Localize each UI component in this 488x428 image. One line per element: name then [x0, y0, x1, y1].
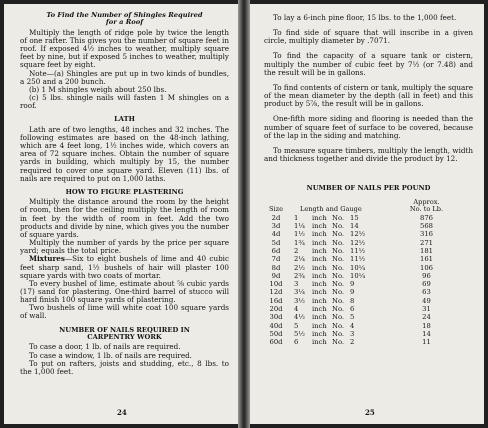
cell-count: 96 [422, 271, 431, 280]
cell-count: 14 [422, 329, 431, 338]
plastering-title: HOW TO FIGURE PLASTERING [65, 187, 184, 196]
cell-no: No. [332, 255, 345, 264]
cell-len: 5½ [294, 329, 305, 338]
plastering-sand: To every bushel of lime, estimate about ⅝ cubic yards (17) sand for plastering. One-third barrel of stucco will hard finish 100 square yards of plastering. [20, 278, 229, 305]
cell-len: 3¼ [294, 288, 305, 297]
shingles-subtitle: for a Roof [105, 18, 144, 27]
cell-unit: inch [312, 313, 327, 322]
cell-no: No. [332, 230, 345, 239]
cell-len: 1¾ [294, 238, 305, 247]
cell-count: 161 [420, 255, 433, 264]
cell-count: 49 [422, 296, 431, 305]
cell-size: 60d [269, 338, 283, 347]
cell-count: 181 [420, 246, 433, 255]
square-in-circle: To find side of square that will inscribe in a given circle, multiply diameter by .7071. [264, 28, 473, 46]
plastering-lime: Two bushels of lime will white coat 100 square yards of wall. [20, 303, 229, 321]
cell-len: 2¾ [294, 271, 305, 280]
cell-count: 24 [422, 313, 431, 322]
cell-gauge: 8 [350, 296, 355, 305]
cell-len: 4½ [294, 313, 305, 322]
tank-capacity: To find the capacity of a square tank or cistern, multiply the number of cubic feet by 7½ (or 7.48) and the result will be in gallons. [264, 51, 473, 77]
square-timbers: To measure square timbers, multiply the length, width and thickness together and divide the product by 12. [264, 145, 473, 164]
mixtures-label: Mixtures [29, 254, 65, 264]
carpentry-nails-subtitle: CARPENTRY WORK [87, 333, 162, 342]
cell-gauge: 9 [350, 288, 355, 297]
shingles-note-c: (c) 5 lbs. shingle nails will fasten 1 M shingles on a roof. [20, 93, 229, 111]
cell-size: 3d [271, 222, 281, 231]
cell-no: No. [332, 246, 345, 255]
table-row [264, 322, 473, 330]
cell-gauge: 9 [350, 280, 355, 289]
cell-len: 3 [294, 280, 299, 289]
plastering-paragraph: Multiply the distance around the room by the height of room, then for the ceiling multiply the length of room in feet by the width of room in feet. Add the two products and divide by nine, which gives you the number of square yards. [20, 197, 229, 239]
cell-no: No. [332, 263, 345, 272]
cell-count: 106 [420, 263, 433, 272]
cell-unit: inch [312, 238, 327, 247]
cell-no: No. [332, 222, 345, 231]
cell-size: 8d [271, 263, 281, 272]
plastering-price: Multiply the number of yards by the price per square yard; equals the total price. [20, 238, 229, 256]
cell-unit: inch [312, 255, 327, 264]
cell-gauge: 6 [350, 305, 355, 314]
cell-len: 2¼ [294, 255, 305, 264]
shingles-note: Note—(a) Shingles are put up in two kinds of bundles, a 250 and a 200 bunch. [20, 68, 229, 86]
nails-table-title: NUMBER OF NAILS PER POUND [306, 184, 431, 193]
cell-gauge: 14 [350, 222, 359, 231]
cell-unit: inch [312, 321, 327, 330]
table-row [264, 330, 473, 338]
right-page [250, 4, 484, 424]
cell-unit: inch [312, 280, 327, 289]
cell-no: No. [332, 321, 345, 330]
cell-no: No. [332, 296, 345, 305]
cell-no: No. [332, 213, 345, 222]
cell-len: 1½ [294, 230, 305, 239]
plastering-mixtures [20, 255, 229, 279]
carpentry-window: To case a window, 1 lb. of nails are required. [29, 350, 192, 360]
table-row [264, 247, 473, 255]
cell-count: 876 [420, 213, 433, 222]
carpentry-nails-title: NUMBER OF NAILS REQUIRED IN [59, 325, 190, 334]
col-approx-line1: Approx. [413, 197, 440, 206]
col-length-gauge: Length and Gauge [300, 205, 362, 214]
cell-count: 568 [420, 222, 433, 231]
cell-size: 10d [269, 280, 283, 289]
table-row [264, 288, 473, 296]
table-row [264, 222, 473, 230]
cell-no: No. [332, 280, 345, 289]
cell-unit: inch [312, 222, 327, 231]
table-row [264, 297, 473, 305]
col-approx [380, 199, 473, 214]
lath-title: LATH [114, 115, 135, 124]
cell-len: 6 [294, 338, 299, 347]
shingles-title: To Find the Number of Shingles Required [46, 11, 203, 19]
cell-count: 31 [422, 305, 431, 314]
cell-unit: inch [312, 296, 327, 305]
nails-table-body [264, 214, 473, 347]
left-page [4, 4, 238, 424]
cell-no: No. [332, 329, 345, 338]
cell-no: No. [332, 288, 345, 297]
book-gutter [238, 0, 250, 428]
cell-len: 4 [294, 305, 299, 314]
cell-size: 9d [271, 271, 281, 280]
cell-gauge: 15 [350, 213, 359, 222]
cell-len: 2½ [294, 263, 305, 272]
lath-paragraph: Lath are of two lengths, 48 inches and 32 inches. The following estimates are based on the 48-inch lathing, which are 4 feet long, 1½ inches wide, which covers an area of 72 square inches. Obtain the number of square yards in building, which multiply by 15, the number required to cover one square yard. Eleven (11) lbs. of nails are required to put on 1,000 laths. [20, 124, 229, 183]
table-row [264, 338, 473, 346]
nails-table [264, 199, 473, 347]
table-row [264, 239, 473, 247]
cell-size: 40d [269, 321, 283, 330]
col-size: Size [268, 205, 283, 214]
cell-no: No. [332, 338, 345, 347]
cell-gauge: 10¼ [350, 263, 366, 272]
cell-size: 30d [269, 313, 283, 322]
cell-size: 4d [271, 230, 281, 239]
cell-gauge: 11½ [350, 255, 366, 264]
nails-table-header [264, 199, 473, 214]
cell-count: 18 [422, 321, 431, 330]
cell-size: 7d [271, 255, 281, 264]
table-row [264, 305, 473, 313]
cell-count: 11 [422, 338, 431, 347]
cell-gauge: 3 [350, 329, 355, 338]
table-row [264, 280, 473, 288]
mixtures-text: —Six to eight bushels of lime and 40 cubic feet sharp sand, 1½ bushels of hair will plaster 100 square yards with two coats of mortar. [20, 254, 229, 280]
cell-no: No. [332, 238, 345, 247]
cell-unit: inch [312, 230, 327, 239]
cell-unit: inch [312, 246, 327, 255]
cell-gauge: 11½ [350, 246, 366, 255]
cell-unit: inch [312, 213, 327, 222]
shingles-note-b: (b) 1 M shingles weigh about 250 lbs. [29, 84, 167, 94]
cell-count: 69 [422, 280, 431, 289]
cell-size: 50d [269, 329, 283, 338]
carpentry-door: To case a door, 1 lb. of nails are required. [29, 342, 181, 352]
cell-count: 63 [422, 288, 431, 297]
cell-len: 5 [294, 321, 299, 330]
cell-len: 1 [294, 213, 299, 222]
page-number-left: 24 [117, 408, 127, 417]
cell-len: 1¼ [294, 222, 305, 231]
cell-no: No. [332, 271, 345, 280]
cell-gauge: 12½ [350, 238, 366, 247]
cell-unit: inch [312, 329, 327, 338]
table-row [264, 230, 473, 238]
cell-size: 12d [269, 288, 283, 297]
shingles-paragraph: Multiply the length of ridge pole by twice the length of one rafter. This gives you the number of square feet in roof. If exposed 4½ inches to weather, multiply square feet by nine, but if exposed 5 inches to weather, multiply square feet by eight. [20, 27, 229, 70]
cell-count: 316 [420, 230, 433, 239]
cell-gauge: 4 [350, 321, 355, 330]
cell-len: 2 [294, 246, 299, 255]
col-approx-line2: No. to Lb. [409, 205, 444, 214]
cell-gauge: 2 [350, 338, 355, 347]
cell-count: 271 [420, 238, 433, 247]
cell-size: 16d [269, 296, 283, 305]
cell-unit: inch [312, 263, 327, 272]
carpentry-rafters: To put on rafters, joists and studding, etc., 8 lbs. to the 1,000 feet. [20, 358, 229, 376]
cell-unit: inch [312, 288, 327, 297]
cell-gauge: 10¼ [350, 271, 366, 280]
cell-gauge: 5 [350, 313, 355, 322]
cell-size: 5d [271, 238, 281, 247]
table-row [264, 313, 473, 321]
cell-len: 3½ [294, 296, 305, 305]
cell-size: 2d [271, 213, 281, 222]
cell-no: No. [332, 313, 345, 322]
cell-size: 20d [269, 305, 283, 314]
cell-size: 6d [271, 246, 281, 255]
table-row [264, 264, 473, 272]
table-row [264, 214, 473, 222]
siding-flooring: One-fifth more siding and flooring is needed than the number of square feet of surface to be covered, because of the lap in the siding and matching. [264, 114, 473, 140]
cell-unit: inch [312, 338, 327, 347]
cell-unit: inch [312, 271, 327, 280]
table-row [264, 255, 473, 263]
cell-no: No. [332, 305, 345, 314]
floor-nails: To lay a 6-inch pine floor, 15 lbs. to the 1,000 feet. [273, 13, 457, 22]
cell-gauge: 12½ [350, 230, 366, 239]
cell-unit: inch [312, 305, 327, 314]
table-row [264, 272, 473, 280]
cistern-contents: To find contents of cistern or tank, multiply the square of the mean diameter by the depth (all in feet) and this product by 5⅞, the result will be in gallons. [264, 82, 473, 109]
page-number-right: 25 [365, 408, 375, 417]
